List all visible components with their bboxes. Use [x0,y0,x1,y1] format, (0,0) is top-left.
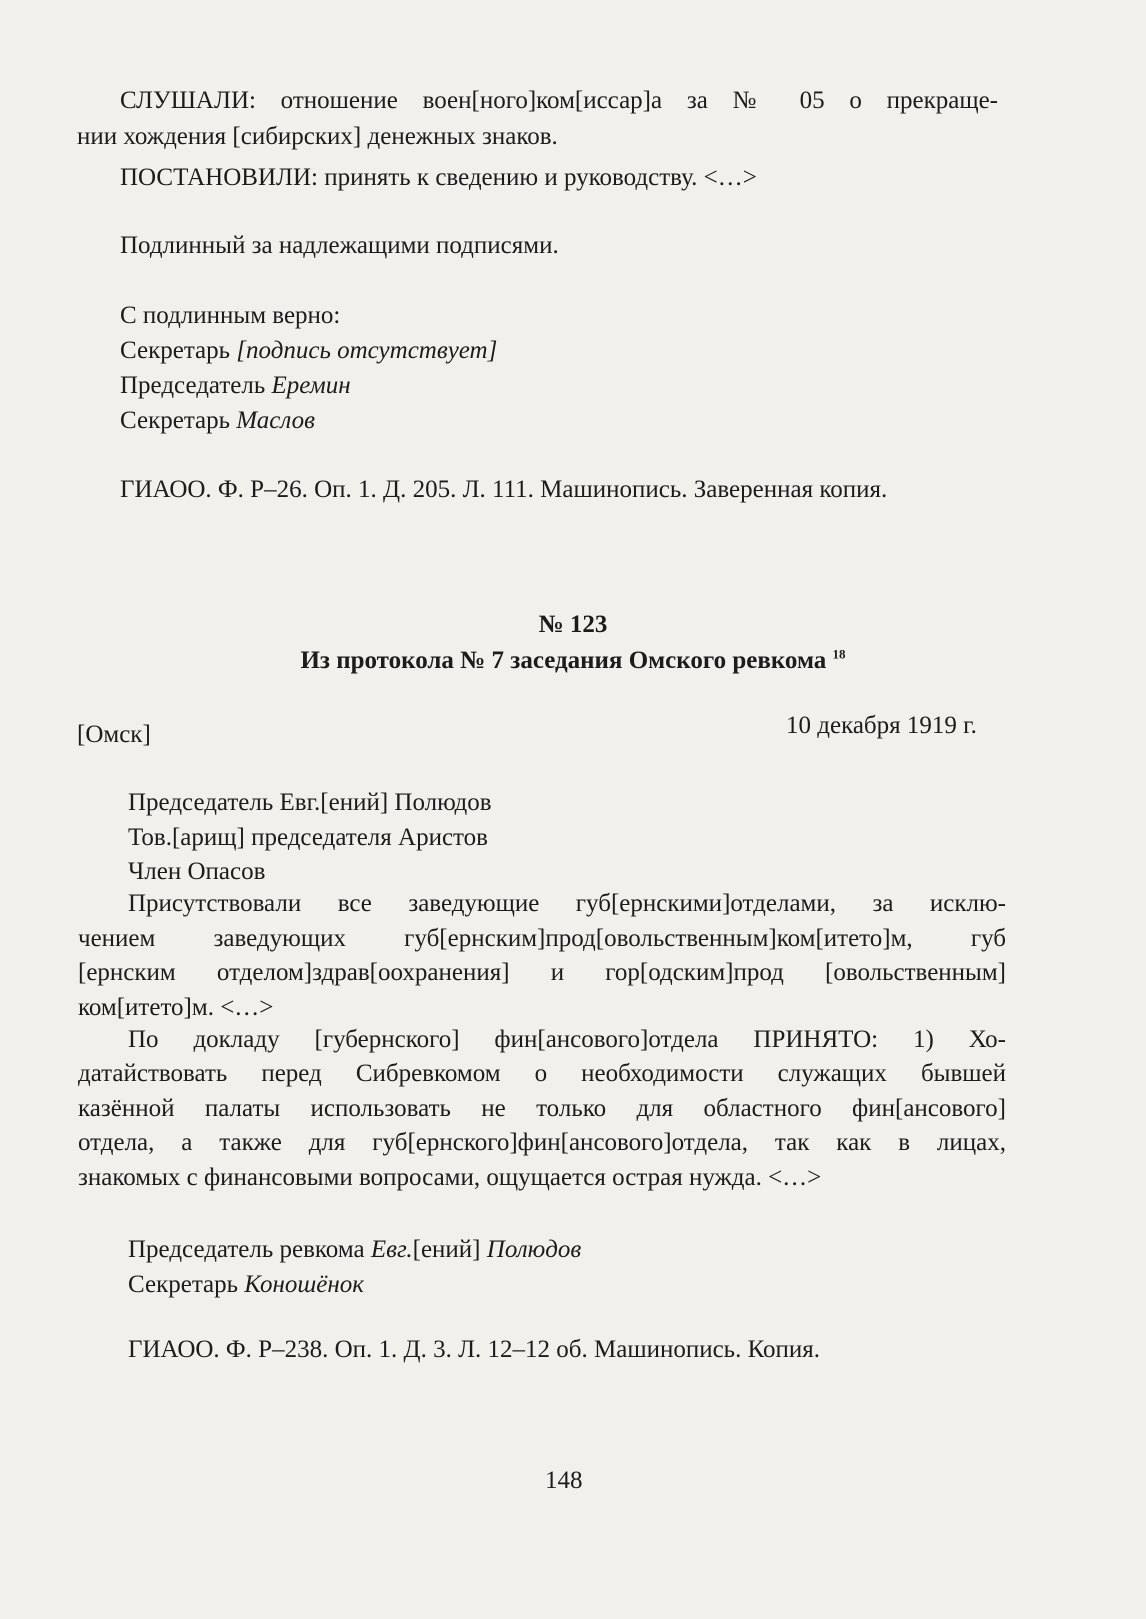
archive-reference-2: ГИАОО. Ф. Р–238. Оп. 1. Д. 3. Л. 12–12 об. Машинопись. Копия. [128,1336,821,1363]
signature-name: Еремин [271,372,351,399]
attendee-deputy: Тов.[арищ] председателя Аристов [128,824,488,851]
signature-revkom-chairman [128,1237,581,1262]
heard-line-2: нии хождения [сибирских] денежных знаков. [77,123,558,150]
certified-line: С подлинным верно: [120,302,341,329]
document-number: № 123 [538,611,608,638]
present-line-1: Присутствовали все заведующие губ[ернскими]отделами, за исклю- [128,890,1006,917]
signature-role: Секретарь [120,407,231,434]
signature-chairman [120,373,351,398]
signature-secretary-1 [120,338,497,363]
archive-reference-1: ГИАОО. Ф. Р–26. Оп. 1. Д. 205. Л. 111. Машинопись. Заверенная копия. [120,476,888,503]
report-line-2: датайствовать перед Сибревкомом о необходимости служащих бывшей [78,1060,1006,1087]
signature-role: Секретарь [128,1271,239,1298]
signature-revkom-secretary [128,1272,364,1297]
present-line-4: ком[итето]м. <…> [78,994,274,1021]
signature-name-mid: [ений] [412,1236,481,1263]
document-date: 10 декабря 1919 г. [786,712,977,739]
attendee-member: Член Опасов [128,858,266,885]
signature-name: Коношёнок [244,1271,364,1298]
signature-name-last: Полюдов [486,1236,582,1263]
report-line-3: казённой палаты использовать не только для областного фин[ансового] [78,1095,1006,1122]
report-line-5: знакомых с финансовыми вопросами, ощущается острая нужда. <…> [78,1164,822,1191]
report-line-4: отдела, а также для губ[ернского]фин[ансового]отдела, так как в лицах, [78,1129,1006,1156]
signature-name: [подпись отсутствует] [236,337,498,364]
signature-role: Председатель [120,372,266,399]
signature-role: Секретарь [120,337,231,364]
present-line-3: [ернским отделом]здрав[оохранения] и гор[одским]прод [овольственным] [78,959,1006,986]
original-note: Подлинный за надлежащими подписями. [120,232,559,259]
document-title [0,648,1146,673]
attendee-chairman: Председатель Евг.[ений] Полюдов [128,789,492,816]
signature-secretary-2 [120,408,315,433]
signature-role: Председатель ревкома [128,1236,365,1263]
signature-name: Маслов [236,407,315,434]
footnote-mark: 18 [832,646,846,662]
resolved-line: ПОСТАНОВИЛИ: принять к сведению и руководству. <…> [120,164,757,191]
report-line-1: По докладу [губернского] фин[ансового]отдела ПРИНЯТО: 1) Хо- [128,1026,1006,1053]
page-number: 148 [545,1467,583,1494]
present-line-2: чением заведующих губ[ернским]прод[овольственным]ком[итето]м, губ [78,925,1006,952]
signature-name-abbr: Евг. [370,1236,413,1263]
heard-line-1: СЛУШАЛИ: отношение воен[ного]ком[иссар]а за № 05 о прекраще- [120,87,998,114]
document-place: [Омск] [77,721,151,748]
document-title-text: Из протокола № 7 заседания Омского ревкома [300,647,827,674]
